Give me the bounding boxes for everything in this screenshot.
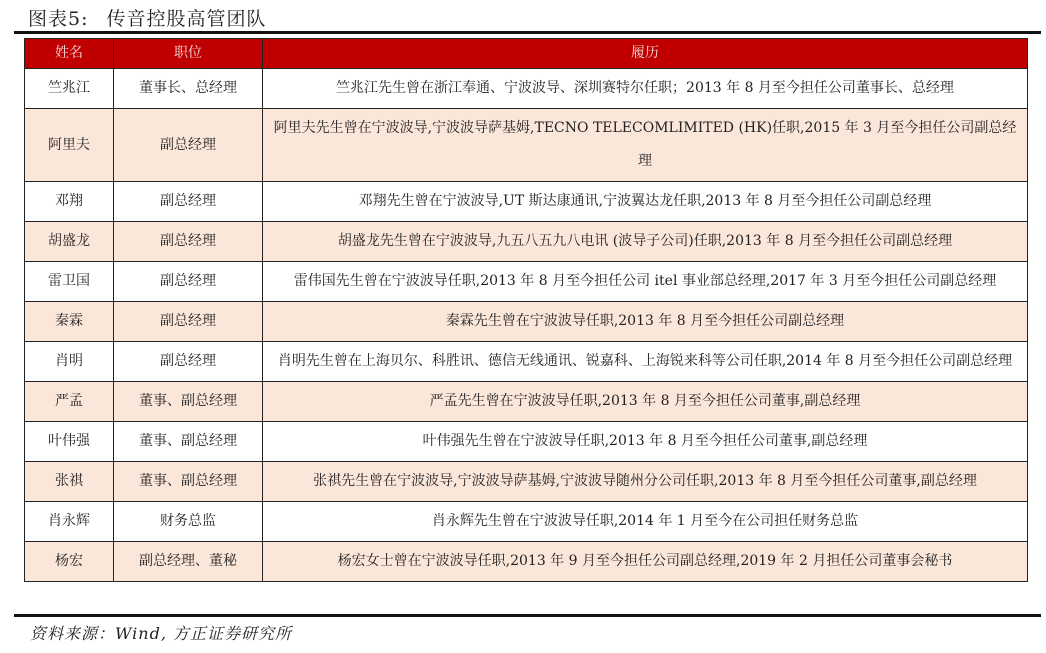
cell-name: 杨宏	[25, 542, 114, 582]
table-row	[25, 222, 1028, 262]
cell-name: 邓翔	[25, 182, 114, 222]
header-position: 职位	[114, 39, 263, 69]
cell-resume: 胡盛龙先生曾在宁波波导,九五八五九八电讯 (波导子公司)任职,2013 年 8 月至今担任公司副总经理	[263, 222, 1028, 262]
table-row	[25, 109, 1028, 182]
cell-name: 肖永辉	[25, 502, 114, 542]
cell-name: 阿里夫	[25, 109, 114, 182]
cell-resume: 杨宏女士曾在宁波波导任职,2013 年 9 月至今担任公司副总经理,2019 年 2 月担任公司董事会秘书	[263, 542, 1028, 582]
table-header-row	[25, 39, 1028, 69]
table-row	[25, 542, 1028, 582]
cell-name: 雷卫国	[25, 262, 114, 302]
source-note: 资料来源：Wind, 方正证券研究所	[30, 624, 293, 643]
figure-title	[28, 4, 267, 31]
cell-resume: 严孟先生曾在宁波波导任职,2013 年 8 月至今担任公司董事,副总经理	[263, 382, 1028, 422]
top-rule	[14, 31, 1041, 34]
cell-name: 肖明	[25, 342, 114, 382]
header-name: 姓名	[25, 39, 114, 69]
table-row	[25, 69, 1028, 109]
cell-position: 副总经理	[114, 182, 263, 222]
table-row	[25, 422, 1028, 462]
cell-resume: 肖永辉先生曾在宁波波导任职,2014 年 1 月至今在公司担任财务总监	[263, 502, 1028, 542]
cell-position: 副总经理、董秘	[114, 542, 263, 582]
table-row	[25, 342, 1028, 382]
cell-resume: 肖明先生曾在上海贝尔、科胜讯、德信无线通讯、锐嘉科、上海锐来科等公司任职,2014 年 8 月至今担任公司副总经理	[263, 342, 1028, 382]
cell-resume: 竺兆江先生曾在浙江奉通、宁波波导、深圳赛特尔任职；2013 年 8 月至今担任公司董事长、总经理	[263, 69, 1028, 109]
cell-name: 严孟	[25, 382, 114, 422]
cell-position: 副总经理	[114, 342, 263, 382]
cell-name: 秦霖	[25, 302, 114, 342]
cell-resume: 张祺先生曾在宁波波导,宁波波导萨基姆,宁波波导随州分公司任职,2013 年 8 月至今担任公司董事,副总经理	[263, 462, 1028, 502]
figure-title-text: 传音控股高管团队	[106, 8, 267, 30]
cell-resume: 雷伟国先生曾在宁波波导任职,2013 年 8 月至今担任公司 itel 事业部总经理,2017 年 3 月至今担任公司副总经理	[263, 262, 1028, 302]
cell-position: 副总经理	[114, 222, 263, 262]
cell-name: 胡盛龙	[25, 222, 114, 262]
table-row	[25, 382, 1028, 422]
cell-position: 副总经理	[114, 109, 263, 182]
cell-name: 叶伟强	[25, 422, 114, 462]
cell-position: 董事、副总经理	[114, 462, 263, 502]
table-row	[25, 302, 1028, 342]
cell-position: 副总经理	[114, 262, 263, 302]
cell-name: 竺兆江	[25, 69, 114, 109]
cell-resume: 秦霖先生曾在宁波波导任职,2013 年 8 月至今担任公司副总经理	[263, 302, 1028, 342]
table-row	[25, 502, 1028, 542]
cell-position: 董事长、总经理	[114, 69, 263, 109]
executive-table	[24, 38, 1028, 582]
cell-position: 董事、副总经理	[114, 422, 263, 462]
table-row	[25, 182, 1028, 222]
bottom-rule	[14, 614, 1041, 617]
table-row	[25, 262, 1028, 302]
header-resume: 履历	[263, 39, 1028, 69]
cell-name: 张祺	[25, 462, 114, 502]
cell-position: 财务总监	[114, 502, 263, 542]
cell-position: 董事、副总经理	[114, 382, 263, 422]
table-row	[25, 462, 1028, 502]
cell-resume: 阿里夫先生曾在宁波波导,宁波波导萨基姆,TECNO TELECOMLIMITED (HK)任职,2015 年 3 月至今担任公司副总经理	[263, 109, 1028, 182]
figure-label: 图表5:	[28, 8, 89, 30]
cell-position: 副总经理	[114, 302, 263, 342]
cell-resume: 叶伟强先生曾在宁波波导任职,2013 年 8 月至今担任公司董事,副总经理	[263, 422, 1028, 462]
cell-resume: 邓翔先生曾在宁波波导,UT 斯达康通讯,宁波翼达龙任职,2013 年 8 月至今担任公司副总经理	[263, 182, 1028, 222]
